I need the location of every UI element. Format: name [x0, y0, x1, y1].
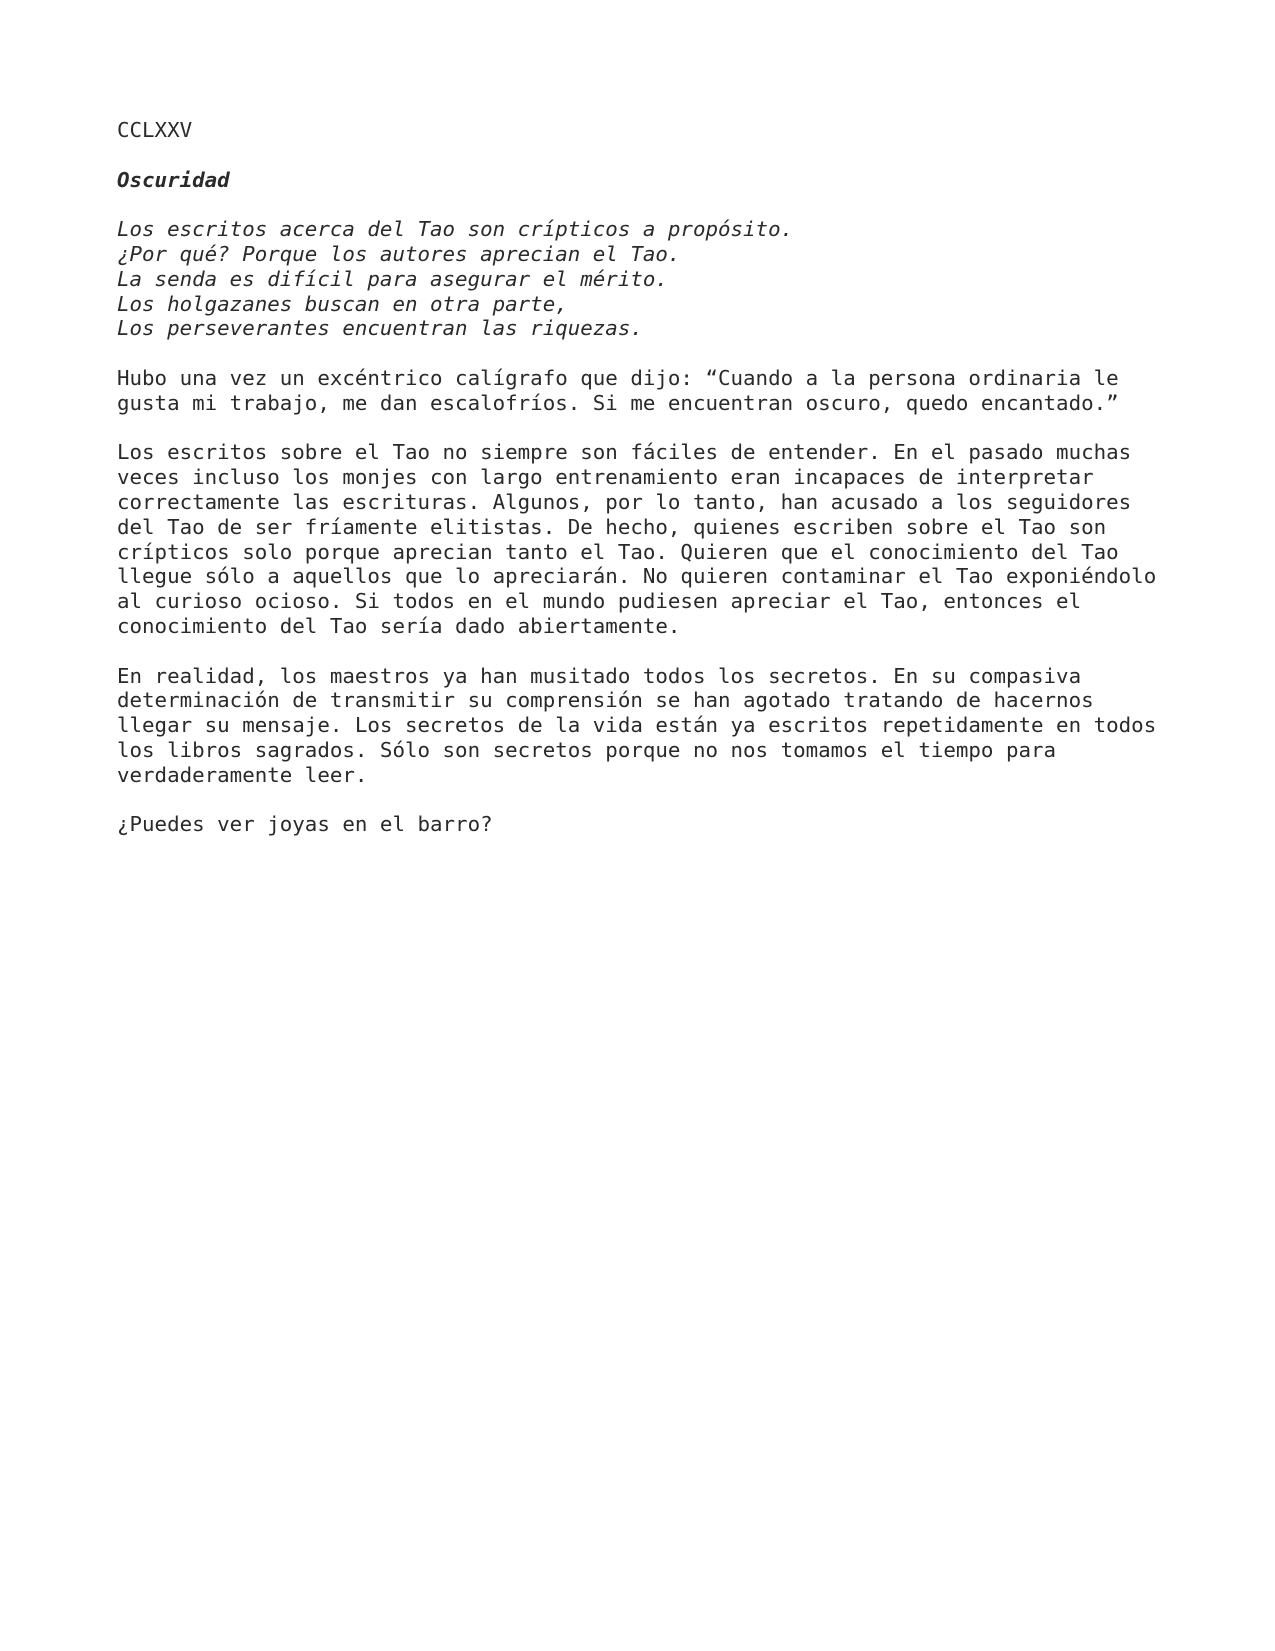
poem-line: La senda es difícil para asegurar el mérito.: [117, 266, 668, 291]
poem-line: ¿Por qué? Porque los autores aprecian el Tao.: [117, 241, 681, 266]
text-line: del Tao de ser fríamente elitistas. De hecho, quienes escriben sobre el Tao son: [117, 514, 1107, 539]
text-line: crípticos solo porque aprecian tanto el Tao. Quieren que el conocimiento del Tao: [117, 539, 1119, 564]
chapter-title: Oscuridad: [117, 167, 230, 192]
text-line: conocimiento del Tao sería dado abiertamente.: [117, 613, 681, 638]
paragraph-calligrapher: [117, 366, 1197, 416]
poem-line: Los perseverantes encuentran las riquezas.: [117, 316, 643, 341]
text-line: al curioso ocioso. Si todos en el mundo pudiesen apreciar el Tao, entonces el: [117, 589, 1082, 614]
text-line: los libros sagrados. Sólo son secretos porque no nos tomamos el tiempo para: [117, 737, 1057, 762]
text-line: Los escritos sobre el Tao no siempre son fáciles de entender. En el pasado muchas: [117, 440, 1132, 465]
paragraph-masters: [117, 664, 1197, 788]
closing-question: ¿Puedes ver joyas en el barro?: [117, 812, 493, 837]
text-line: llegue sólo a aquellos que lo apreciarán. No quieren contaminar el Tao exponiéndolo: [117, 564, 1157, 589]
paragraph-writings: [117, 440, 1197, 638]
text-line: gusta mi trabajo, me dan escalofríos. Si me encuentran oscuro, quedo encantado.”: [117, 390, 1119, 415]
poem-line: Los holgazanes buscan en otra parte,: [117, 291, 568, 316]
chapter-number: CCLXXV: [117, 118, 193, 142]
text-line: determinación de transmitir su comprensión se han agotado tratando de hacernos: [117, 688, 1094, 713]
poem-verse: [117, 217, 1197, 341]
text-line: veces incluso los monjes con largo entrenamiento eran incapaces de interpretar: [117, 465, 1094, 490]
text-line: verdaderamente leer.: [117, 762, 368, 787]
text-line: correctamente las escrituras. Algunos, por lo tanto, han acusado a los seguidores: [117, 489, 1132, 514]
text-line: En realidad, los maestros ya han musitado todos los secretos. En su compasiva: [117, 663, 1082, 688]
poem-line: Los escritos acerca del Tao son crípticos a propósito.: [117, 217, 794, 242]
text-line: llegar su mensaje. Los secretos de la vida están ya escritos repetidamente en todos: [117, 713, 1157, 738]
document-page: [117, 118, 1197, 862]
text-line: Hubo una vez un excéntrico calígrafo que dijo: “Cuando a la persona ordinaria le: [117, 365, 1119, 390]
